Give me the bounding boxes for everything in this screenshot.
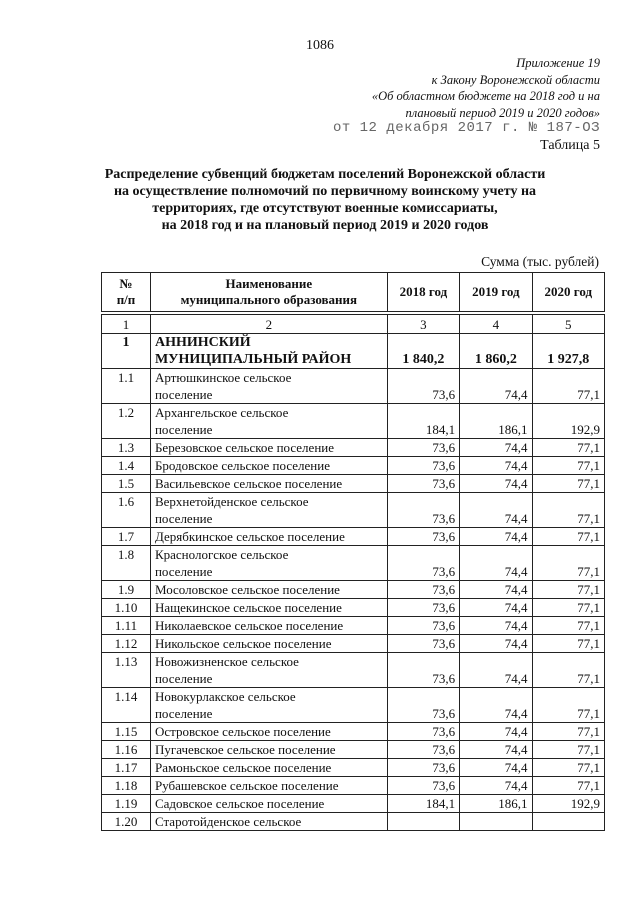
value-2018: 73,6 bbox=[387, 617, 459, 635]
value-2019: 186,1 bbox=[460, 404, 532, 439]
settlement-name: Новожизненское сельское поселение bbox=[150, 653, 387, 688]
value-2019: 74,4 bbox=[460, 546, 532, 581]
title-line: Распределение субвенций бюджетам поселений Воронежской области bbox=[104, 167, 546, 182]
value-2019: 74,4 bbox=[460, 741, 532, 759]
row-number: 1.9 bbox=[102, 581, 151, 599]
header-2019: 2019 год bbox=[460, 273, 532, 312]
value-2019: 74,4 bbox=[460, 457, 532, 475]
district-row bbox=[102, 334, 605, 369]
row-number: 1.10 bbox=[102, 599, 151, 617]
value-2020: 77,1 bbox=[532, 635, 604, 653]
header-num: № п/п bbox=[102, 273, 151, 312]
value-2018: 73,6 bbox=[387, 581, 459, 599]
value-2018: 184,1 bbox=[387, 795, 459, 813]
settlement-name: Садовское сельское поселение bbox=[150, 795, 387, 813]
row-number: 1.18 bbox=[102, 777, 151, 795]
row-number: 1.19 bbox=[102, 795, 151, 813]
table-label: Таблица 5 bbox=[540, 138, 600, 153]
header-row bbox=[102, 273, 605, 312]
table-row bbox=[102, 528, 605, 546]
table-row bbox=[102, 813, 605, 831]
value-2018: 73,6 bbox=[387, 688, 459, 723]
table-row bbox=[102, 493, 605, 528]
settlement-name: Васильевское сельское поселение bbox=[150, 475, 387, 493]
value-2020: 77,1 bbox=[532, 759, 604, 777]
value-2019: 74,4 bbox=[460, 369, 532, 404]
title-line: на 2018 год и на плановый период 2019 и 2020 годов bbox=[161, 218, 489, 233]
value-2020: 77,1 bbox=[532, 653, 604, 688]
value-2019: 74,4 bbox=[460, 475, 532, 493]
table-row bbox=[102, 581, 605, 599]
title-line: на осуществление полномочий по первичному воинскому учету на bbox=[113, 184, 537, 199]
settlement-name: Нащекинское сельское поселение bbox=[150, 599, 387, 617]
table-row bbox=[102, 723, 605, 741]
value-2018: 73,6 bbox=[387, 475, 459, 493]
appendix-line: «Об областном бюджете на 2018 год и на bbox=[371, 89, 600, 103]
column-number: 2 bbox=[150, 315, 387, 334]
table-row bbox=[102, 741, 605, 759]
value-2019: 74,4 bbox=[460, 777, 532, 795]
value-2020: 77,1 bbox=[532, 688, 604, 723]
settlement-name: Новокурлакское сельское поселение bbox=[150, 688, 387, 723]
sum-unit-label: Сумма (тыс. рублей) bbox=[481, 254, 599, 269]
value-2018: 73,6 bbox=[387, 723, 459, 741]
table-row bbox=[102, 688, 605, 723]
settlement-name: Николаевское сельское поселение bbox=[150, 617, 387, 635]
value-2020: 77,1 bbox=[532, 599, 604, 617]
row-number: 1.1 bbox=[102, 369, 151, 404]
row-number: 1.15 bbox=[102, 723, 151, 741]
row-number: 1.4 bbox=[102, 457, 151, 475]
value-2018: 73,6 bbox=[387, 777, 459, 795]
value-2018: 73,6 bbox=[387, 759, 459, 777]
table-row bbox=[102, 439, 605, 457]
value-2020: 77,1 bbox=[532, 546, 604, 581]
value-2018: 73,6 bbox=[387, 493, 459, 528]
column-numbers-row bbox=[102, 315, 605, 334]
settlement-name: Березовское сельское поселение bbox=[150, 439, 387, 457]
column-number: 3 bbox=[387, 315, 459, 334]
row-number: 1.6 bbox=[102, 493, 151, 528]
value-2019: 1 860,2 bbox=[460, 334, 532, 369]
settlement-name: Старотойденское сельское bbox=[150, 813, 387, 831]
table-row bbox=[102, 653, 605, 688]
value-2019: 74,4 bbox=[460, 759, 532, 777]
data-table bbox=[101, 314, 605, 831]
table-row bbox=[102, 777, 605, 795]
settlement-name: Краснологское сельское поселение bbox=[150, 546, 387, 581]
value-2019: 74,4 bbox=[460, 688, 532, 723]
header-2018: 2018 год bbox=[387, 273, 459, 312]
table-row bbox=[102, 599, 605, 617]
value-2019: 74,4 bbox=[460, 617, 532, 635]
table-row bbox=[102, 546, 605, 581]
settlement-name: Бродовское сельское поселение bbox=[150, 457, 387, 475]
header-2020: 2020 год bbox=[532, 273, 604, 312]
row-number: 1.11 bbox=[102, 617, 151, 635]
row-number: 1.2 bbox=[102, 404, 151, 439]
value-2020: 77,1 bbox=[532, 581, 604, 599]
row-number: 1 bbox=[102, 334, 151, 369]
header-table bbox=[101, 272, 605, 312]
value-2018: 184,1 bbox=[387, 404, 459, 439]
row-number: 1.14 bbox=[102, 688, 151, 723]
value-2020: 77,1 bbox=[532, 741, 604, 759]
value-2020: 77,1 bbox=[532, 528, 604, 546]
value-2019: 74,4 bbox=[460, 635, 532, 653]
registration-stamp: от 12 декабря 2017 г. № 187-ОЗ bbox=[332, 120, 600, 136]
table-row bbox=[102, 404, 605, 439]
value-2019: 74,4 bbox=[460, 528, 532, 546]
district-name: АННИНСКИЙ МУНИЦИПАЛЬНЫЙ РАЙОН bbox=[150, 334, 387, 369]
value-2018: 73,6 bbox=[387, 546, 459, 581]
page-number: 1086 bbox=[306, 38, 334, 53]
settlement-name: Никольское сельское поселение bbox=[150, 635, 387, 653]
table-row bbox=[102, 457, 605, 475]
settlement-name: Верхнетойденское сельское поселение bbox=[150, 493, 387, 528]
value-2020: 77,1 bbox=[532, 369, 604, 404]
value-2020: 77,1 bbox=[532, 475, 604, 493]
value-2019: 186,1 bbox=[460, 795, 532, 813]
value-2018: 73,6 bbox=[387, 369, 459, 404]
settlement-name: Островское сельское поселение bbox=[150, 723, 387, 741]
settlement-name: Артюшкинское сельское поселение bbox=[150, 369, 387, 404]
value-2020: 77,1 bbox=[532, 723, 604, 741]
value-2018: 73,6 bbox=[387, 741, 459, 759]
settlement-name: Дерябкинское сельское поселение bbox=[150, 528, 387, 546]
value-2018: 73,6 bbox=[387, 457, 459, 475]
settlement-name: Архангельское сельское поселение bbox=[150, 404, 387, 439]
row-number: 1.5 bbox=[102, 475, 151, 493]
value-2020: 192,9 bbox=[532, 404, 604, 439]
table-row bbox=[102, 635, 605, 653]
column-number: 4 bbox=[460, 315, 532, 334]
value-2020: 77,1 bbox=[532, 439, 604, 457]
value-2018: 73,6 bbox=[387, 439, 459, 457]
value-2020: 77,1 bbox=[532, 493, 604, 528]
value-2019: 74,4 bbox=[460, 723, 532, 741]
value-2018: 73,6 bbox=[387, 635, 459, 653]
appendix-line: плановый период 2019 и 2020 годов» bbox=[405, 105, 600, 120]
value-2020: 1 927,8 bbox=[532, 334, 604, 369]
row-number: 1.17 bbox=[102, 759, 151, 777]
value-2018: 1 840,2 bbox=[387, 334, 459, 369]
settlement-name: Рубашевское сельское поселение bbox=[150, 777, 387, 795]
row-number: 1.12 bbox=[102, 635, 151, 653]
row-number: 1.8 bbox=[102, 546, 151, 581]
value-2018: 73,6 bbox=[387, 599, 459, 617]
value-2018: 73,6 bbox=[387, 528, 459, 546]
appendix-line: Приложение 19 bbox=[516, 56, 600, 70]
title-line: территориях, где отсутствуют военные комиссариаты, bbox=[152, 201, 498, 216]
row-number: 1.13 bbox=[102, 653, 151, 688]
value-2019: 74,4 bbox=[460, 439, 532, 457]
value-2020: 192,9 bbox=[532, 795, 604, 813]
table-row bbox=[102, 759, 605, 777]
appendix-line: к Закону Воронежской области bbox=[431, 72, 600, 87]
table-row bbox=[102, 795, 605, 813]
row-number: 1.16 bbox=[102, 741, 151, 759]
table-row bbox=[102, 617, 605, 635]
value-2019 bbox=[460, 813, 532, 831]
value-2019: 74,4 bbox=[460, 599, 532, 617]
table-row bbox=[102, 475, 605, 493]
value-2019: 74,4 bbox=[460, 493, 532, 528]
row-number: 1.20 bbox=[102, 813, 151, 831]
row-number: 1.7 bbox=[102, 528, 151, 546]
value-2020: 77,1 bbox=[532, 777, 604, 795]
column-number: 1 bbox=[102, 315, 151, 334]
appendix-block bbox=[300, 55, 600, 121]
settlement-name: Рамоньское сельское поселение bbox=[150, 759, 387, 777]
value-2018 bbox=[387, 813, 459, 831]
value-2020: 77,1 bbox=[532, 457, 604, 475]
header-name: Наименование муниципального образования bbox=[150, 273, 387, 312]
value-2019: 74,4 bbox=[460, 581, 532, 599]
row-number: 1.3 bbox=[102, 439, 151, 457]
document-title bbox=[95, 166, 555, 234]
settlement-name: Мосоловское сельское поселение bbox=[150, 581, 387, 599]
value-2020 bbox=[532, 813, 604, 831]
value-2018: 73,6 bbox=[387, 653, 459, 688]
settlement-name: Пугачевское сельское поселение bbox=[150, 741, 387, 759]
value-2020: 77,1 bbox=[532, 617, 604, 635]
column-number: 5 bbox=[532, 315, 604, 334]
table-row bbox=[102, 369, 605, 404]
value-2019: 74,4 bbox=[460, 653, 532, 688]
